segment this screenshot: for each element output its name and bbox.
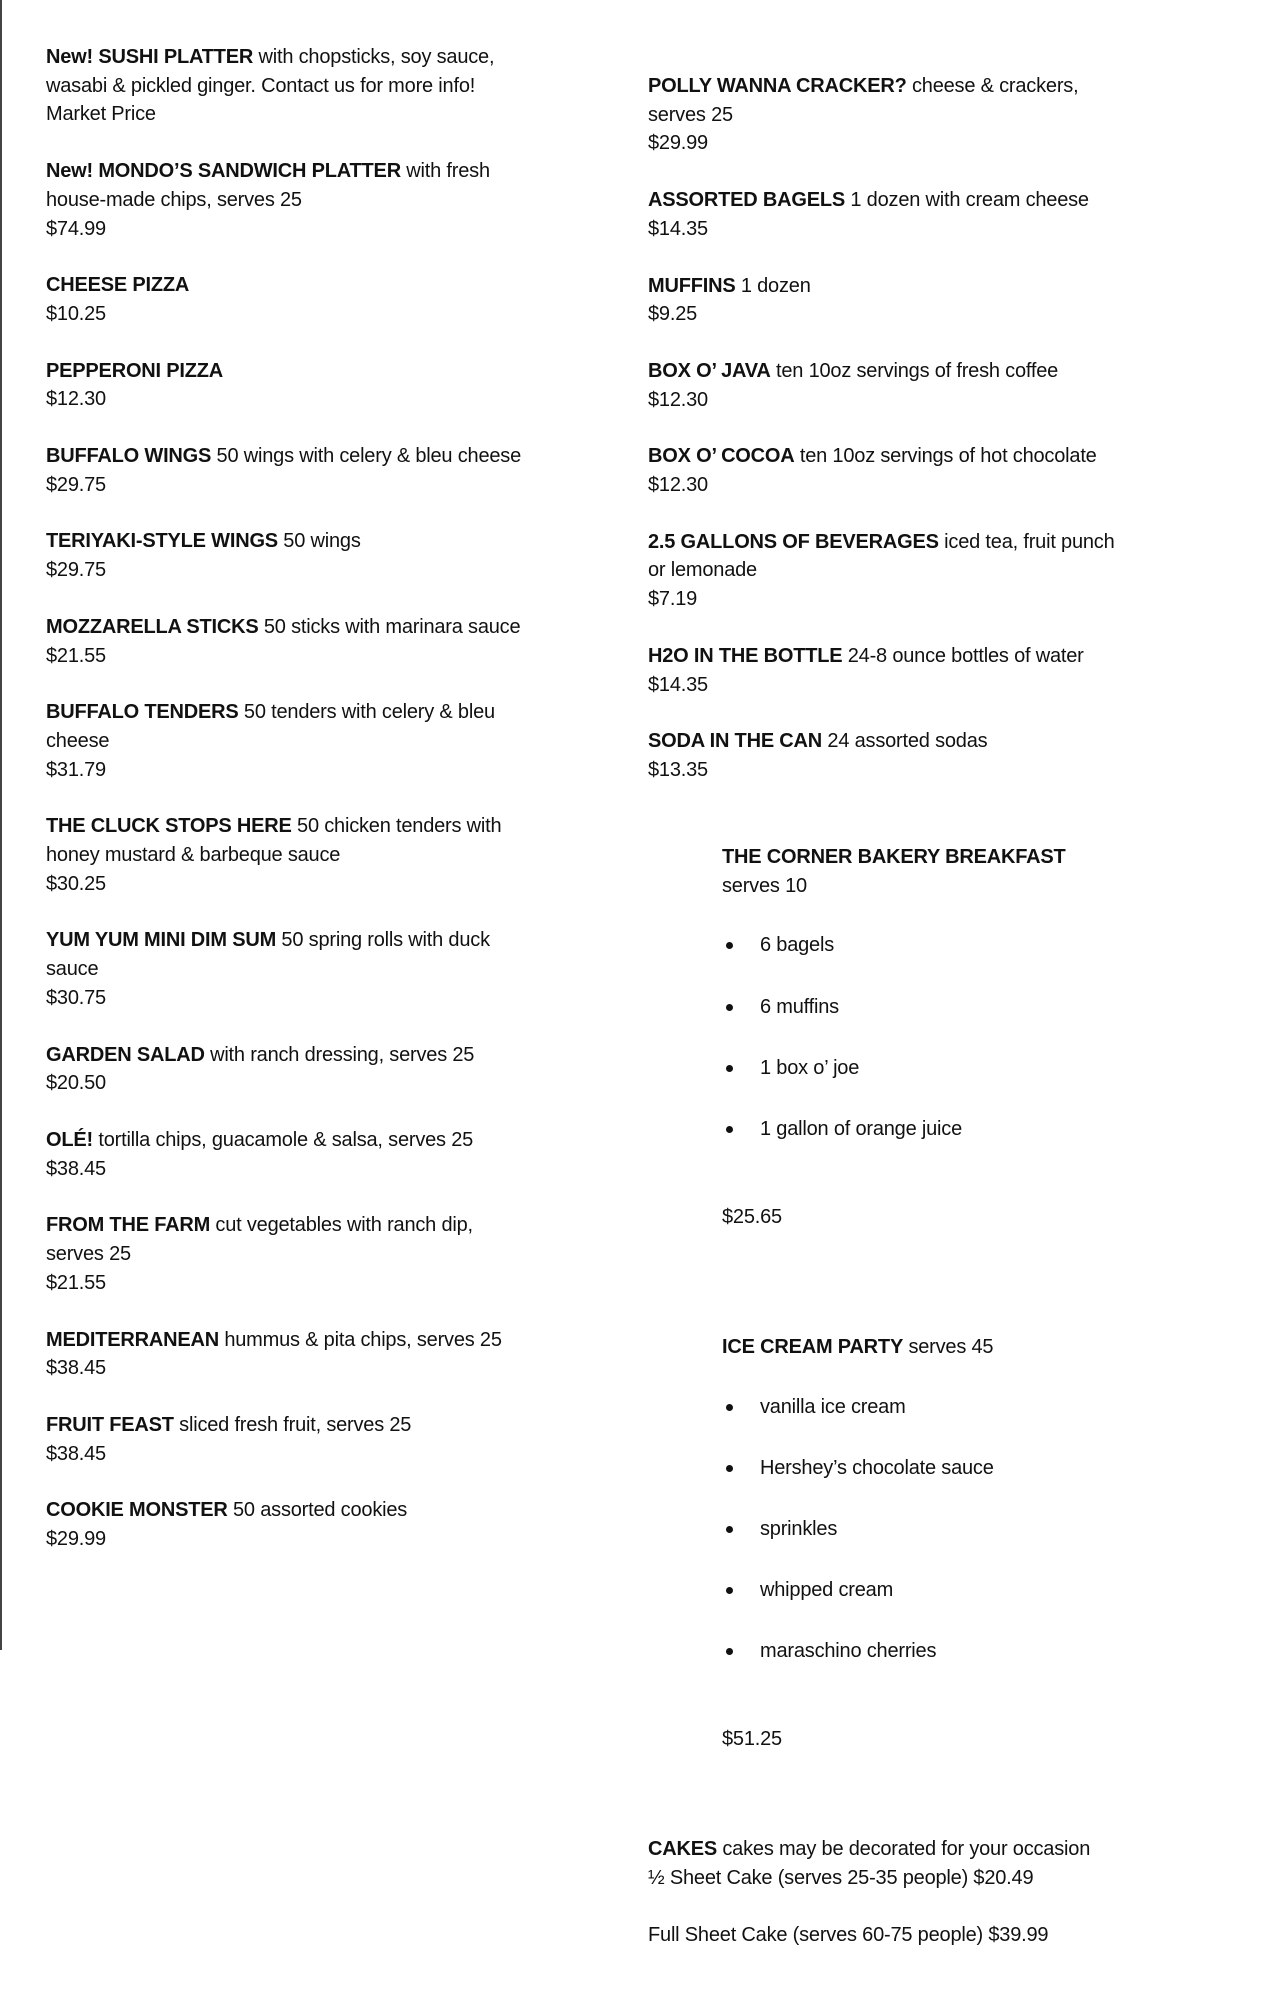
item-desc: cut vegetables with ranch dip, serves 25 [46,1214,473,1266]
menu-item [46,157,631,243]
item-title: POLLY WANNA CRACKER? [648,75,907,97]
item-title: 2.5 GALLONS OF BEVERAGES [648,530,939,553]
bullet-item: sprinkles [722,1513,1258,1546]
item-desc: ten 10oz servings of hot chocolate [794,445,1097,468]
bullet-item: 1 box o’ joe [722,1052,1258,1085]
item-price: $7.19 [648,588,698,611]
menu-item [46,357,631,414]
package-title: ICE CREAM PARTY [722,1336,904,1359]
item-price: $13.35 [648,758,708,781]
menu-item [46,613,631,670]
menu-item-cakes [648,1807,1258,1979]
bullet-item: 1 gallon of orange juice [722,1113,1258,1146]
item-title: FRUIT FEAST [46,1413,174,1436]
item-price: $21.55 [46,1271,106,1294]
menu-item [46,698,631,784]
menu-item [46,1041,631,1098]
page-left-border [0,0,2,1650]
package-price: $51.25 [722,1728,782,1751]
item-title: MEDITERRANEAN [46,1328,219,1351]
item-title: ASSORTED BAGELS [648,189,846,212]
left-menu-column [46,43,631,1582]
item-title: YUM YUM MINI DIM SUM [46,929,277,952]
item-desc: sliced fresh fruit, serves 25 [173,1413,412,1436]
item-price: $12.30 [46,388,106,411]
item-price: $9.25 [648,303,698,326]
item-desc: 50 wings with celery & bleu cheese [211,445,522,468]
cake-option: Full Sheet Cake (serves 60-75 people) $39.99 [648,1924,1049,1947]
menu-item [46,1211,631,1297]
item-price: $29.75 [46,473,106,496]
item-desc: 50 assorted cookies [227,1499,408,1522]
item-desc: with fresh house-made chips, serves 25 [46,160,490,211]
package-desc: serves 45 [903,1336,994,1359]
item-title: TERIYAKI-STYLE WINGS [46,530,278,553]
item-title: COOKIE MONSTER [46,1499,228,1522]
bullet-item: maraschino cherries [722,1635,1258,1668]
item-price: $14.35 [648,673,708,696]
item-title: New! MONDO’S SANDWICH PLATTER [46,160,401,183]
item-desc: 50 spring rolls with duck sauce [46,929,490,981]
item-price: $74.99 [46,217,106,240]
menu-package-bakery-breakfast [722,815,1258,1261]
menu-item [648,357,1258,414]
package-bullets [722,901,1258,1175]
item-title: CHEESE PIZZA [46,274,190,297]
item-desc: iced tea, fruit punch or lemonade [648,530,1115,582]
bullet-item: 6 muffins [722,991,1258,1024]
item-price: $29.99 [648,132,708,155]
item-desc: cheese & crackers, serves 25 [648,75,1079,126]
menu-item [648,442,1258,499]
package-desc: serves 10 [722,875,807,898]
package-title: THE CORNER BAKERY BREAKFAST [722,846,1066,869]
bullet-item: Hershey’s chocolate sauce [722,1452,1258,1485]
item-price: Market Price [46,103,156,126]
item-title: SODA IN THE CAN [648,730,823,753]
menu-package-ice-cream-party [722,1304,1258,1782]
item-title: MUFFINS [648,274,736,297]
item-price: $10.25 [46,302,106,325]
item-price: $29.75 [46,559,106,582]
menu-item [46,43,631,129]
item-desc: 24 assorted sodas [822,730,988,753]
cake-option: ½ Sheet Cake (serves 25-35 people) $20.49 [648,1867,1034,1890]
item-desc: 50 sticks with marinara sauce [258,615,521,638]
item-title: THE CLUCK STOPS HERE [46,815,292,838]
menu-item [648,72,1258,158]
menu-item [648,642,1258,699]
menu-item [46,1411,631,1468]
menu-item [46,1496,631,1553]
item-price: $31.79 [46,758,106,781]
right-menu-column [648,72,1258,2007]
item-title: BOX O’ JAVA [648,359,771,382]
package-bullets [722,1362,1258,1697]
item-price: $20.50 [46,1072,106,1095]
item-title: MOZZARELLA STICKS [46,615,259,638]
item-title: New! SUSHI PLATTER [46,46,254,68]
item-price: $30.75 [46,986,106,1009]
menu-item [46,442,631,499]
item-desc: 50 wings [277,530,361,553]
bullet-item: whipped cream [722,1574,1258,1607]
item-desc: 50 chicken tenders with honey mustard & barbeque sauce [46,815,502,867]
item-desc: ten 10oz servings of fresh coffee [770,359,1059,382]
item-price: $38.45 [46,1442,106,1465]
bullet-item: 6 bagels [722,929,1258,962]
item-price: $21.55 [46,644,106,667]
item-desc: hummus & pita chips, serves 25 [218,1328,502,1351]
item-desc: 24-8 ounce bottles of water [842,644,1084,667]
item-price: $12.30 [648,474,708,497]
item-title: BUFFALO WINGS [46,445,212,468]
menu-item [46,926,631,1012]
item-price: $29.99 [46,1528,106,1551]
item-title: CAKES [648,1838,718,1861]
item-title: BUFFALO TENDERS [46,701,239,724]
item-desc: 1 dozen [735,274,811,297]
item-price: $38.45 [46,1357,106,1380]
item-title: BOX O’ COCOA [648,445,795,468]
item-desc: 1 dozen with cream cheese [845,189,1089,212]
item-title: H2O IN THE BOTTLE [648,644,843,667]
menu-item [46,271,631,328]
bullet-item: vanilla ice cream [722,1391,1258,1424]
item-title: OLÉ! [46,1128,93,1151]
item-desc: tortilla chips, guacamole & salsa, serves 25 [92,1128,474,1151]
item-desc: with chopsticks, soy sauce, wasabi & pickled ginger. Contact us for more info! [46,46,495,97]
item-title: PEPPERONI PIZZA [46,359,224,382]
right-menu-items [648,72,1258,813]
menu-item [46,812,631,898]
item-price: $14.35 [648,217,708,240]
menu-item [648,272,1258,329]
menu-item [46,527,631,584]
item-desc: cakes may be decorated for your occasion [717,1838,1091,1861]
item-price: $12.30 [648,388,708,411]
menu-item [648,528,1258,614]
menu-item [648,186,1258,243]
package-price: $25.65 [722,1205,782,1228]
item-desc: 50 tenders with celery & bleu cheese [46,701,495,752]
menu-item [46,1326,631,1383]
item-title: FROM THE FARM [46,1214,211,1237]
item-price: $38.45 [46,1157,106,1180]
item-desc: with ranch dressing, serves 25 [204,1043,475,1066]
item-price: $30.25 [46,872,106,895]
menu-item [46,1126,631,1183]
item-title: GARDEN SALAD [46,1043,205,1066]
menu-item [648,727,1258,784]
